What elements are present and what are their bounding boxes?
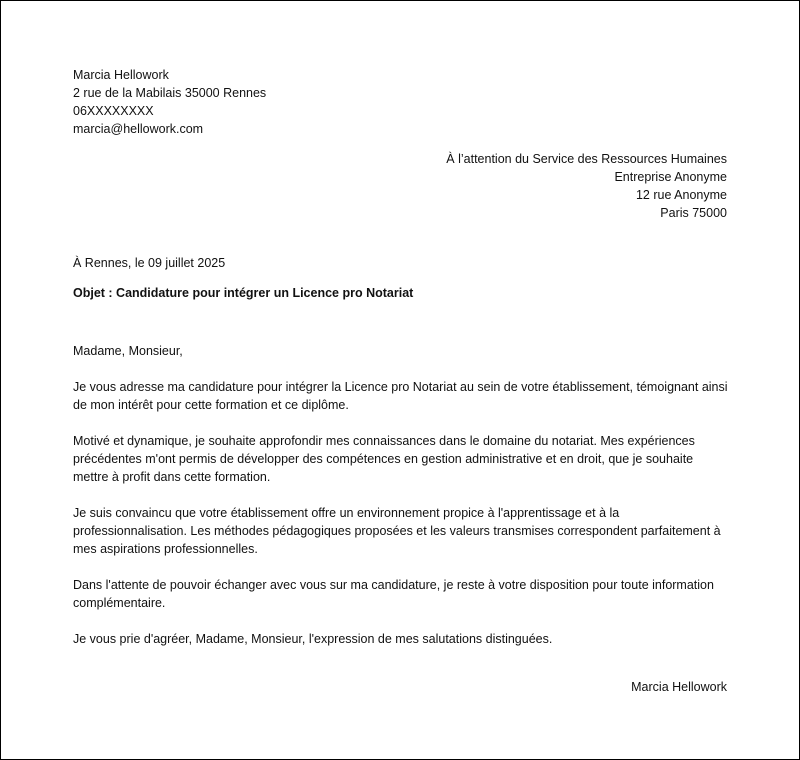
closing-paragraph: Je vous prie d'agréer, Madame, Monsieur, l'expression de mes salutations distinguées. (73, 632, 553, 646)
recipient-company: Entreprise Anonyme (614, 170, 727, 184)
sender-email: marcia@hellowork.com (73, 122, 204, 136)
subject-line: Objet : Candidature pour intégrer un Licence pro Notariat (73, 286, 414, 300)
letter-body (73, 342, 729, 666)
body-paragraph: Je suis convaincu que votre établissement offre un environnement propice à l'apprentissage et à la professionnalisation. Les méthodes pédagogiques proposées et les valeurs transmises correspondent parfaitement à mes aspirations professionnelles. (73, 506, 721, 556)
sender-address: 2 rue de la Mabilais 35000 Rennes (73, 86, 267, 100)
greeting: Madame, Monsieur, (73, 344, 183, 358)
sender-phone: 06XXXXXXXX (73, 104, 154, 118)
body-paragraph: Je vous adresse ma candidature pour intégrer la Licence pro Notariat au sein de votre établissement, témoignant ainsi de mon intérêt pour cette formation et ce diplôme. (73, 380, 728, 412)
recipient-street: 12 rue Anonyme (635, 188, 727, 202)
body-paragraph: Motivé et dynamique, je souhaite approfondir mes connaissances dans le domaine du notariat. Mes expériences précédentes m'ont permis de développer des compétences en gestion administrative et en droit, que je souhaite mettre à profit dans cette formation. (73, 434, 695, 484)
body-paragraph: Dans l'attente de pouvoir échanger avec vous sur ma candidature, je reste à votre disposition pour toute information complémentaire. (73, 578, 714, 610)
date-line: À Rennes, le 09 juillet 2025 (73, 256, 226, 270)
signature: Marcia Hellowork (631, 680, 727, 694)
sender-block (73, 66, 473, 138)
sender-name: Marcia Hellowork (73, 68, 169, 82)
recipient-attention: À l’attention du Service des Ressources Humaines (446, 152, 727, 166)
recipient-block (307, 150, 727, 222)
recipient-city: Paris 75000 (660, 206, 727, 220)
